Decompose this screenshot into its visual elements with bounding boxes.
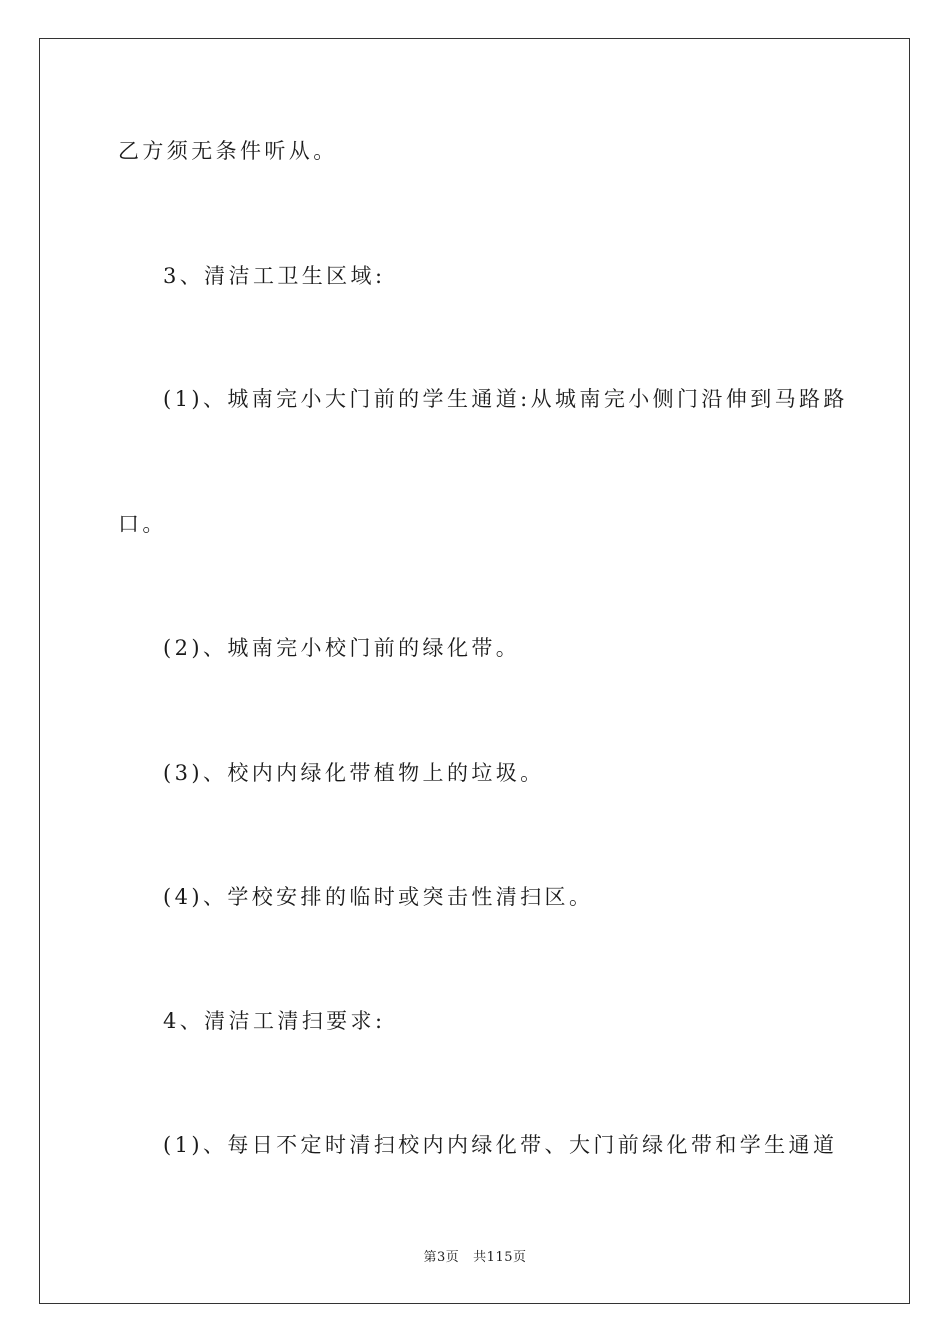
text-line-1: 乙方须无条件听从。 — [118, 139, 338, 163]
text-line-5: (2)、城南完小校门前的绿化带。 — [163, 636, 521, 660]
text-line-3: (1)、城南完小大门前的学生通道:从城南完小侧门沿伸到马路路 — [163, 387, 848, 411]
text-line-9: (1)、每日不定时清扫校内内绿化带、大门前绿化带和学生通道 — [163, 1133, 838, 1157]
text-line-7: (4)、学校安排的临时或突击性清扫区。 — [163, 885, 594, 909]
page-number-footer: 第3页 共115页 — [423, 1250, 527, 1265]
text-line-4: 口。 — [118, 512, 167, 536]
text-line-6: (3)、校内内绿化带植物上的垃圾。 — [163, 761, 545, 785]
page-border — [39, 38, 910, 1304]
text-line-8: 4、清洁工清扫要求: — [163, 1009, 386, 1033]
text-line-2: 3、清洁工卫生区域: — [163, 264, 386, 288]
